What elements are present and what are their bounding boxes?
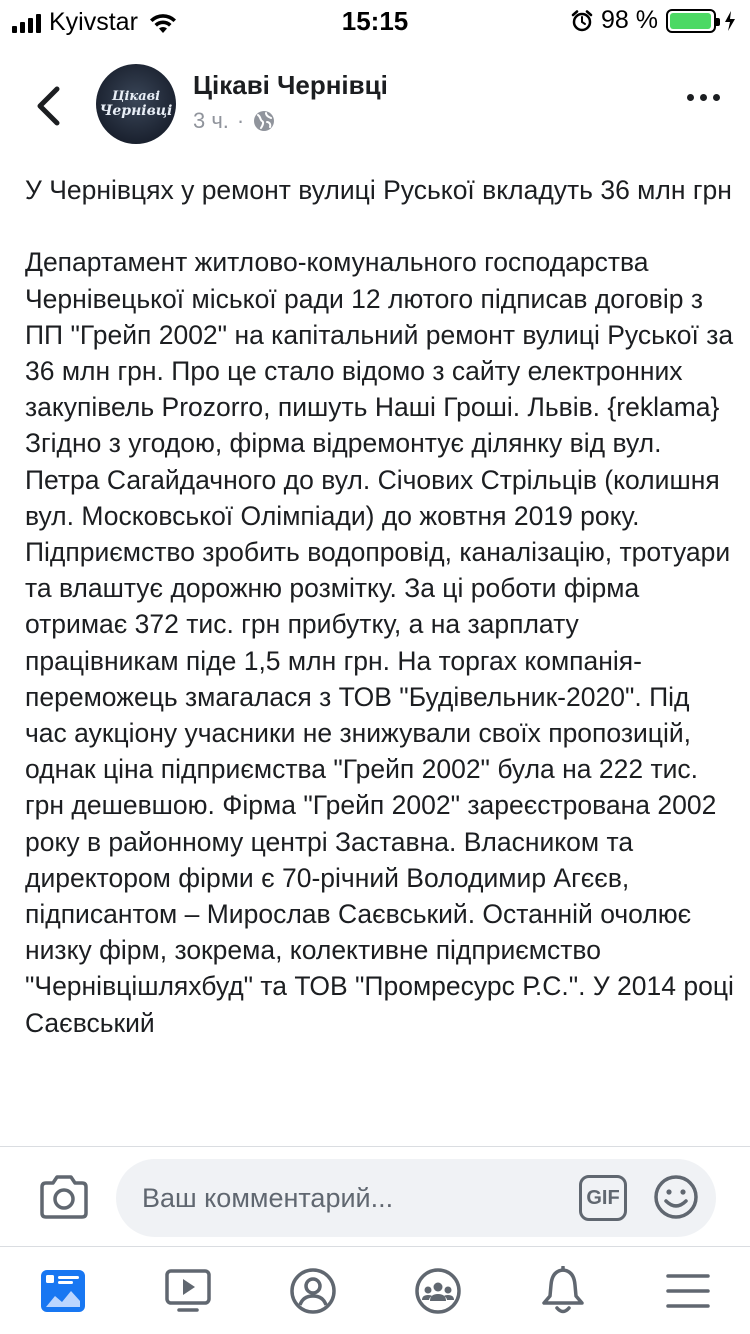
page-name-link[interactable]: Цікаві Чернівці	[193, 70, 388, 100]
tab-notifications[interactable]	[500, 1247, 625, 1334]
status-right	[571, 6, 736, 35]
news-feed-icon	[40, 1269, 86, 1313]
post-headline: У Чернівцях у ремонт вулиці Руської вкладуть 36 млн грн	[25, 175, 732, 205]
tab-news-feed[interactable]	[0, 1247, 125, 1334]
comment-bar	[0, 1146, 750, 1246]
more-dot	[713, 94, 720, 101]
profile-icon	[289, 1267, 337, 1315]
tab-menu[interactable]	[625, 1247, 750, 1334]
tab-groups[interactable]	[375, 1247, 500, 1334]
tab-watch[interactable]	[125, 1247, 250, 1334]
status-bar	[0, 0, 750, 40]
post-time[interactable]: 3 ч.	[193, 108, 229, 133]
emoji-icon[interactable]	[652, 1173, 700, 1221]
watch-icon	[164, 1268, 212, 1314]
bell-icon	[540, 1266, 586, 1316]
gif-button[interactable]	[579, 1175, 627, 1221]
alarm-icon	[571, 10, 593, 32]
avatar-text-line1: Цікаві	[111, 88, 161, 104]
status-time: 15:15	[341, 6, 409, 36]
chevron-left-icon	[35, 86, 61, 126]
post-paragraph: Департамент житлово-комунального господарства Чернівецької міської ради 12 лютого підписав договір з ПП "Грейп 2002" на капітальний ремонт вулиці Руської за 36 млн грн. Про це стало відомо з сайту електронних закупівель Prozorro, пишуть Наші Гроші. Львів. {reklama} Згідно з угодою, фірма відремонтує ділянку від вул. Петра Сагайдачного до вул. Січових Стрільців (колишня вул. Московської Олімпіади) до жовтня 2019 року. Підприємство зробить водопровід, каналізацію, тротуари та влаштує дорожню розмітку. За ці роботи фірма отримає 372 тис. грн прибутку, а на зарплату працівникам піде 1,5 млн грн. На торгах компанія-переможець змагалася з ТОВ "Будівельник-2020". Під час аукціону учасники не знижували своїх пропозицій, однак ціна підприємства "Грейп 2002" була на 222 тис. грн дешевшою. Фірма "Грейп 2002" зареєстрована 2002 року в районному центрі Заставна. Власником та директором фірми є 70-річний Володимир Агєєв, підписантом – Мирослав Саєвський. Останній очолює низку фірм, зокрема, колективне підприємство "Чернівцішляхбуд" та ТОВ "Промресурс Р.С.". У 2014 році Саєвський	[25, 247, 734, 1038]
meta-separator: ·	[236, 108, 245, 133]
gif-label: GIF	[586, 1186, 620, 1209]
tab-profile[interactable]	[250, 1247, 375, 1334]
globe-icon	[252, 109, 276, 133]
more-options-button[interactable]	[687, 94, 720, 101]
menu-icon	[664, 1271, 712, 1311]
post-header	[0, 60, 750, 160]
more-dot	[700, 94, 707, 101]
more-dot	[687, 94, 694, 101]
back-button[interactable]	[28, 82, 68, 130]
post-meta	[193, 108, 276, 134]
carrier-name: Kyivstar	[49, 8, 138, 36]
groups-icon	[414, 1267, 462, 1315]
battery-icon	[666, 9, 716, 33]
battery-percent: 98 %	[601, 6, 658, 34]
camera-icon[interactable]	[38, 1175, 90, 1219]
charging-icon	[724, 11, 736, 31]
page-avatar[interactable]	[96, 64, 176, 144]
tab-bar	[0, 1246, 750, 1334]
avatar-text-line2: Чернівці	[99, 102, 173, 119]
post-text	[25, 172, 735, 1077]
battery-fill	[670, 13, 711, 29]
